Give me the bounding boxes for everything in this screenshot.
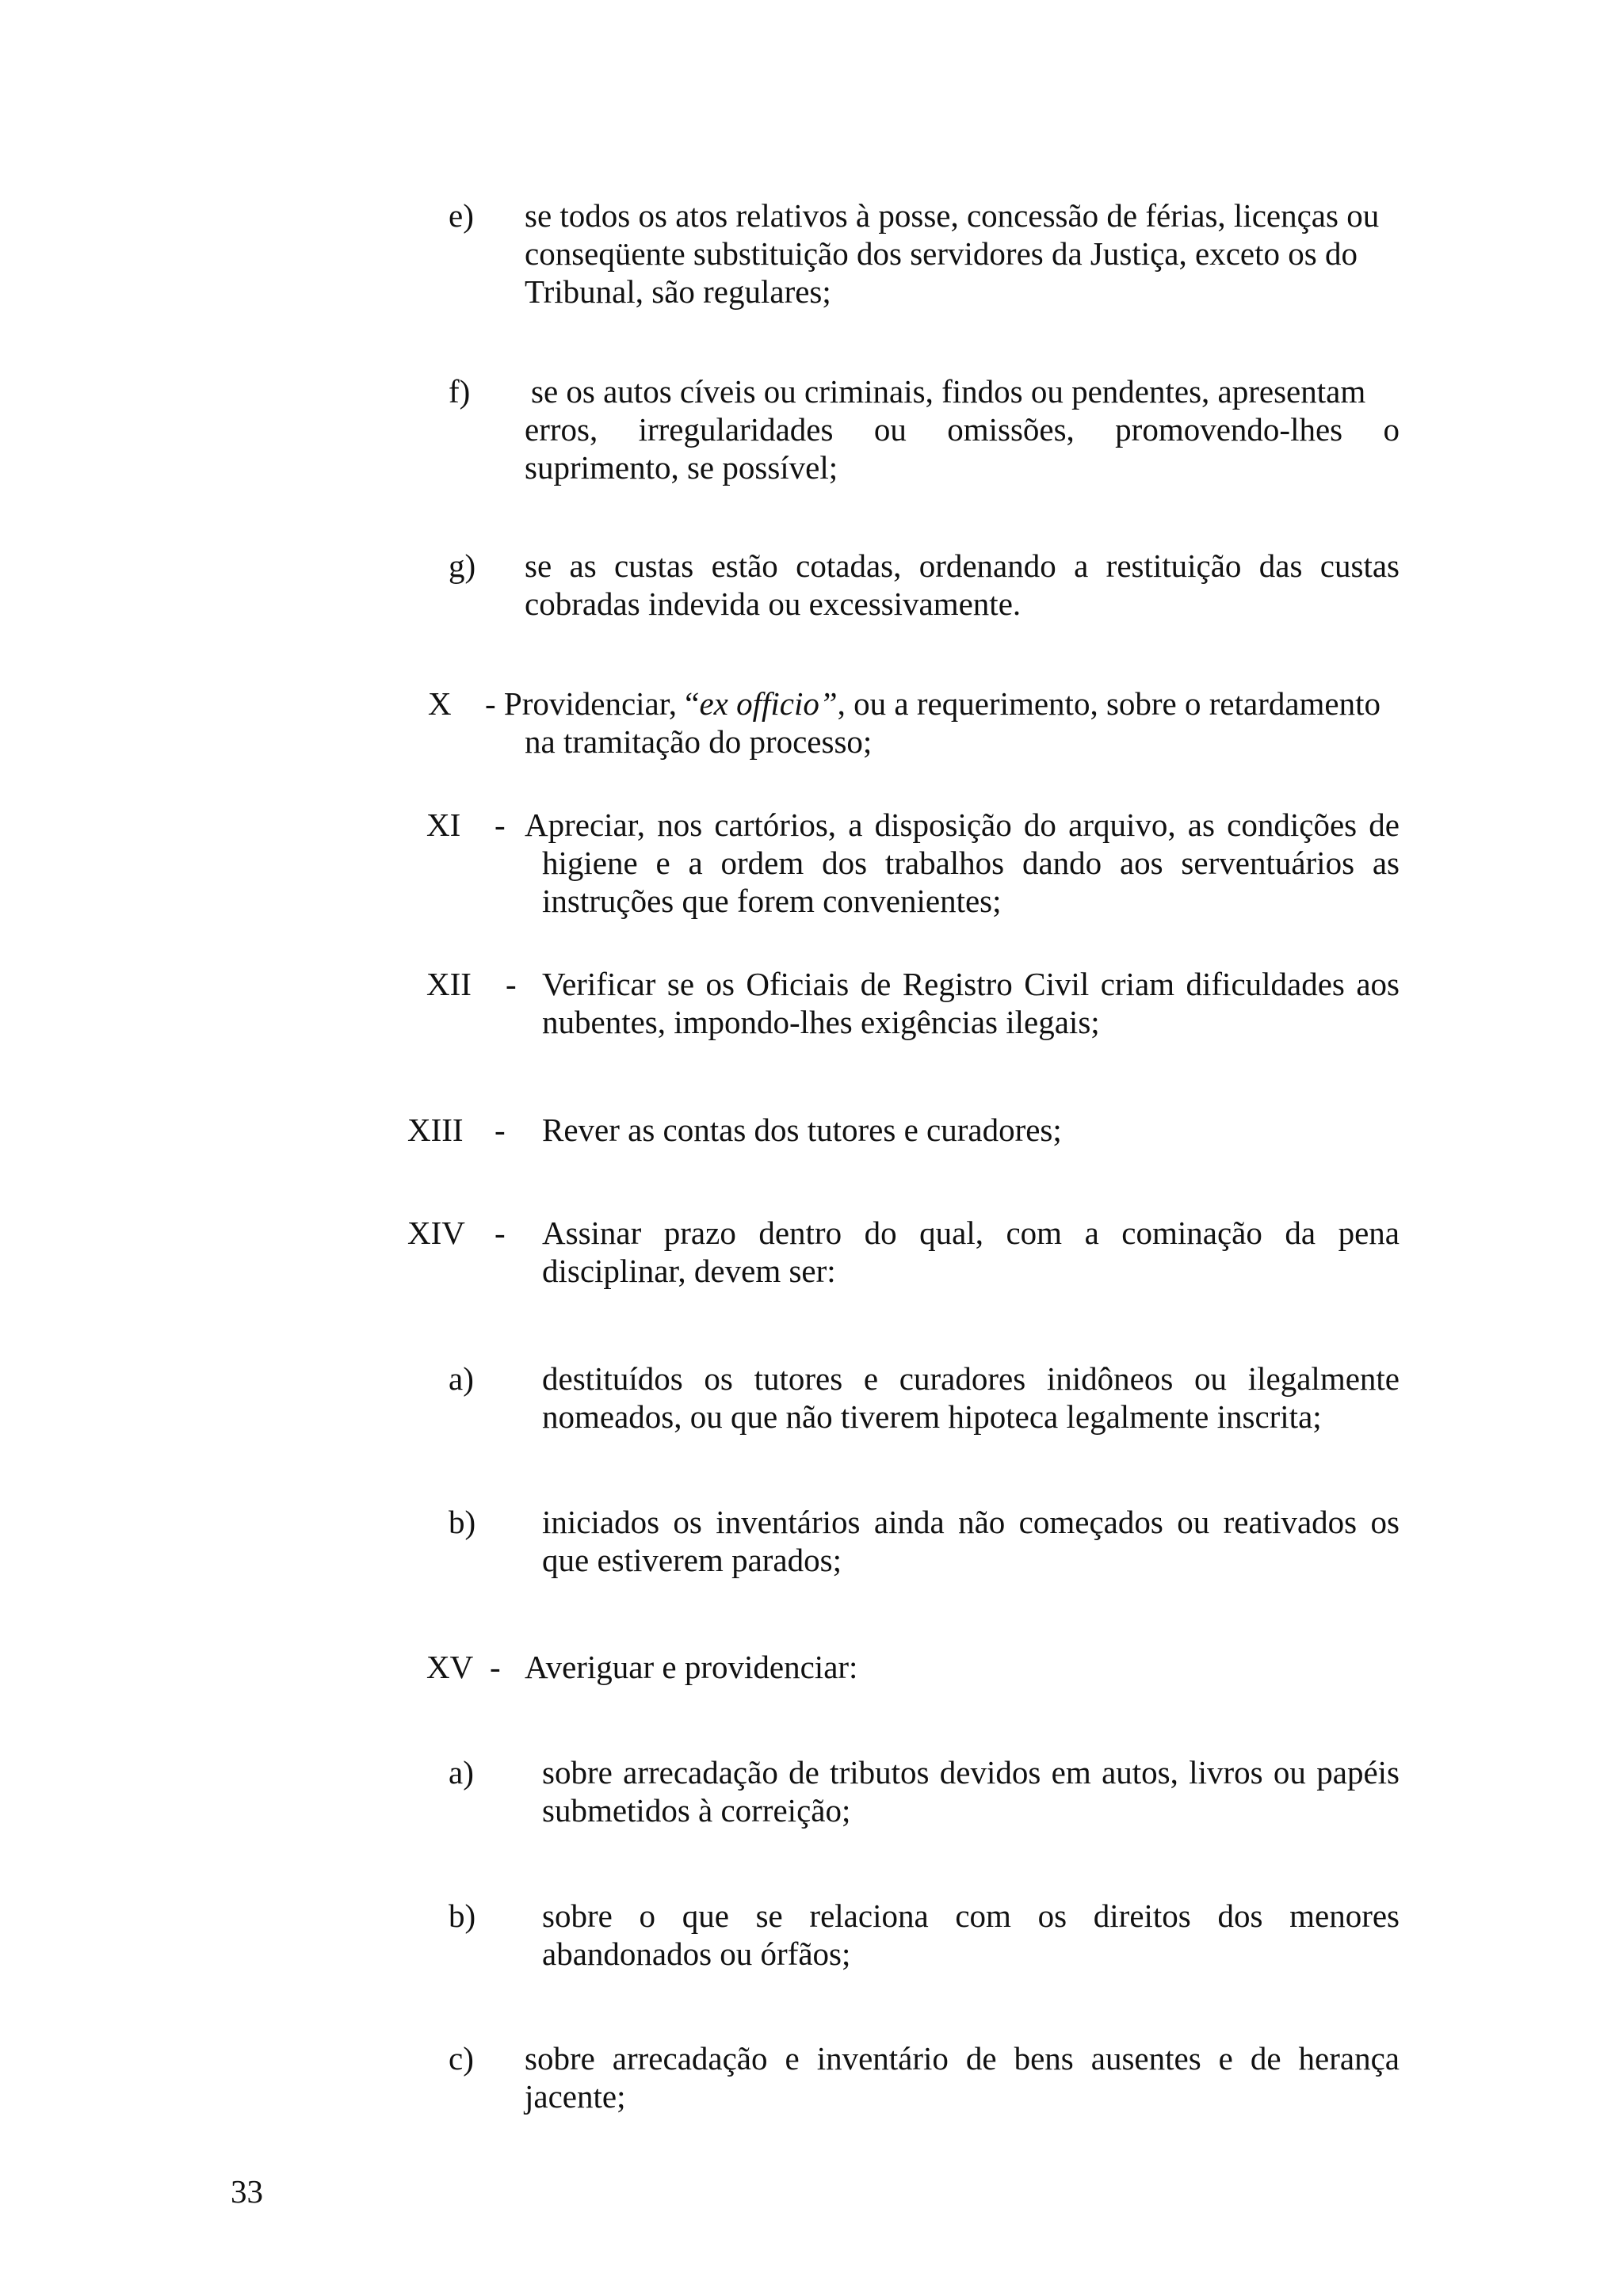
text-line: se as custas estão cotadas, ordenando a restituição das custas: [525, 547, 1400, 584]
item-text: [525, 1648, 1400, 1686]
item-marker: c): [449, 2040, 474, 2077]
item-dash: -: [490, 1649, 501, 1685]
item-marker: a): [449, 1360, 474, 1397]
text-line: sobre o que se relaciona com os direitos dos menores: [542, 1897, 1400, 1934]
text-line: jacente;: [525, 2078, 626, 2115]
text-line: disciplinar, devem ser:: [542, 1253, 836, 1289]
item-marker: X: [428, 685, 452, 722]
text-line: [485, 685, 1400, 723]
item-text: [542, 1897, 1400, 1973]
list-item-e: [449, 196, 1400, 315]
text-line: abandonados ou órfãos;: [542, 1936, 851, 1972]
list-item-xiv-a: [449, 1360, 1400, 1439]
text-line: se os autos cíveis ou criminais, findos ou pendentes, apresentam: [531, 373, 1366, 410]
list-item-xv-a: [449, 1753, 1400, 1833]
text-line: sobre arrecadação e inventário de bens ausentes e de herança: [525, 2040, 1400, 2077]
text-line: Averiguar e providenciar:: [525, 1649, 858, 1685]
list-item-xii: [426, 965, 1400, 1044]
list-item-xv-b: [449, 1897, 1400, 1976]
text-line: cobradas indevida ou excessivamente.: [525, 585, 1022, 622]
item-text: [525, 372, 1400, 486]
item-marker: g): [449, 547, 476, 584]
text-line: Rever as contas dos tutores e curadores;: [542, 1112, 1062, 1148]
text-line: suprimento, se possível;: [525, 449, 838, 486]
item-text: [485, 685, 1400, 761]
list-item-xiv: [407, 1214, 1400, 1293]
text-line: Assinar prazo dentro do qual, com a cominação da pena: [542, 1215, 1400, 1251]
item-dash: -: [506, 966, 517, 1002]
text-line: submetidos à correição;: [542, 1792, 851, 1829]
item-text: [525, 547, 1400, 623]
text-line: instruções que forem convenientes;: [542, 883, 1002, 919]
item-text: [542, 965, 1400, 1041]
item-dash: -: [495, 807, 506, 843]
item-lead: - Providenciar, “: [485, 685, 700, 722]
text-line: erros, irregularidades ou omissões, promovendo-lhes o: [525, 411, 1400, 448]
item-marker: a): [449, 1754, 474, 1791]
item-text: [525, 2039, 1400, 2115]
latin-term: ex officio”: [699, 685, 838, 722]
text-line: nomeados, ou que não tiverem hipoteca legalmente inscrita;: [542, 1398, 1322, 1435]
item-text: [542, 1214, 1400, 1290]
text-line: sobre arrecadação de tributos devidos em autos, livros ou papéis: [542, 1754, 1400, 1791]
item-text: [525, 196, 1400, 311]
item-marker: f): [449, 373, 471, 410]
item-marker: XIV: [407, 1215, 465, 1251]
item-text: [542, 1111, 1400, 1149]
list-item-xiii: [407, 1111, 1400, 1150]
list-item-x: [428, 685, 1400, 764]
text-line: na tramitação do processo;: [525, 723, 873, 760]
text-line: Tribunal, são regulares;: [525, 273, 831, 310]
text-line: iniciados os inventários ainda não começados ou reativados os: [542, 1504, 1400, 1540]
list-item-xv: [426, 1648, 1400, 1688]
text-line: Apreciar, nos cartórios, a disposição do arquivo, as condições de: [525, 807, 1400, 843]
text-line: destituídos os tutores e curadores inidôneos ou ilegalmente: [542, 1360, 1400, 1397]
item-dash: -: [495, 1215, 506, 1251]
text-line: higiene e a ordem dos trabalhos dando aos serventuários as: [542, 845, 1400, 881]
item-text: [542, 1753, 1400, 1829]
text-line: que estiverem parados;: [542, 1542, 842, 1578]
list-item-xv-c: [449, 2039, 1400, 2119]
text-line: se todos os atos relativos à posse, concessão de férias, licenças ou: [525, 197, 1380, 234]
item-lead-rest: , ou a requerimento, sobre o retardamento: [837, 685, 1381, 722]
text-line: nubentes, impondo-lhes exigências ilegais;: [542, 1004, 1100, 1040]
item-marker: XI: [426, 807, 461, 843]
list-item-f: [449, 372, 1400, 491]
item-marker: XII: [426, 966, 472, 1002]
item-marker: e): [449, 197, 474, 234]
text-line: Verificar se os Oficiais de Registro Civil criam dificuldades aos: [542, 966, 1400, 1002]
item-marker: b): [449, 1897, 476, 1934]
item-text: [525, 806, 1400, 920]
list-item-g: [449, 547, 1400, 626]
text-line: conseqüente substituição dos servidores da Justiça, exceto os do: [525, 235, 1358, 272]
list-item-xi: [426, 806, 1400, 925]
item-text: [542, 1360, 1400, 1436]
item-marker: b): [449, 1504, 476, 1540]
item-marker: XIII: [407, 1112, 464, 1148]
item-dash: -: [495, 1112, 506, 1148]
item-text: [542, 1503, 1400, 1579]
list-item-xiv-b: [449, 1503, 1400, 1582]
page-number: 33: [231, 2173, 263, 2210]
item-marker: XV: [426, 1649, 474, 1685]
